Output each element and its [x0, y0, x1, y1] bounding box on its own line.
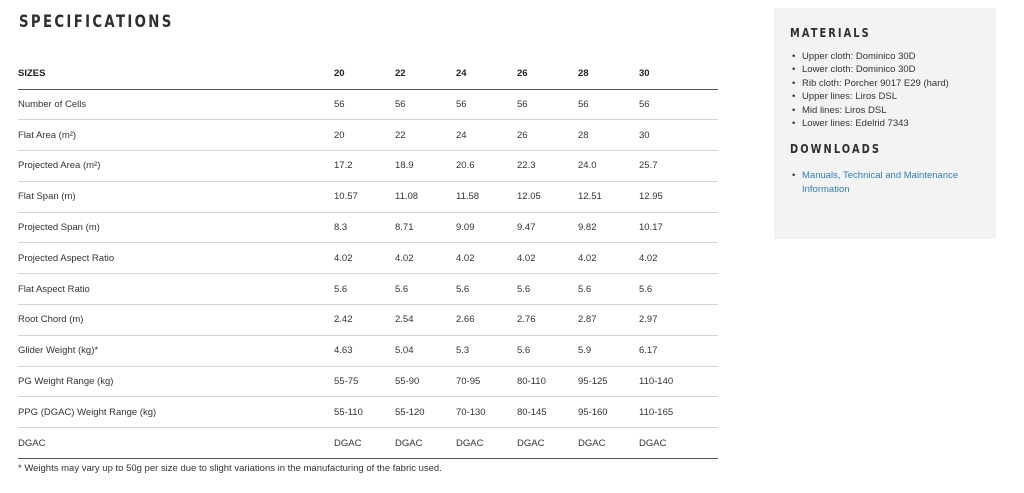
header-cell: 28 — [578, 58, 639, 89]
header-cell: 20 — [334, 58, 395, 89]
value-cell: 4.02 — [395, 243, 456, 274]
downloads-heading: DOWNLOADS — [790, 142, 881, 157]
table-row — [18, 428, 718, 459]
value-cell: 2.87 — [578, 305, 639, 336]
row-label-cell: Glider Weight (kg)* — [18, 335, 334, 366]
value-cell: 4.63 — [334, 335, 395, 366]
materials-list — [790, 50, 980, 130]
value-cell: 10.17 — [639, 212, 718, 243]
row-label-cell: Number of Cells — [18, 89, 334, 120]
table-row — [18, 335, 718, 366]
value-cell: 80-145 — [517, 397, 578, 428]
row-label-cell: Projected Area (m²) — [18, 151, 334, 182]
value-cell: 12.95 — [639, 181, 718, 212]
value-cell: 8.71 — [395, 212, 456, 243]
materials-item: • Mid lines: Liros DSL — [790, 104, 980, 117]
value-cell: 95-125 — [578, 366, 639, 397]
value-cell: 22.3 — [517, 151, 578, 182]
table-row — [18, 151, 718, 182]
table-row — [18, 243, 718, 274]
materials-item: • Lower lines: Edelrid 7343 — [790, 117, 980, 130]
value-cell: 110-140 — [639, 366, 718, 397]
row-label-cell: PG Weight Range (kg) — [18, 366, 334, 397]
value-cell: 12.51 — [578, 181, 639, 212]
value-cell: 11.08 — [395, 181, 456, 212]
value-cell: 4.02 — [578, 243, 639, 274]
value-cell: 5.6 — [639, 274, 718, 305]
header-cell: 26 — [517, 58, 578, 89]
row-label-cell: Projected Aspect Ratio — [18, 243, 334, 274]
value-cell: 56 — [639, 89, 718, 120]
value-cell: 12.05 — [517, 181, 578, 212]
value-cell: 56 — [578, 89, 639, 120]
materials-heading: MATERIALS — [790, 26, 871, 40]
value-cell: 56 — [517, 89, 578, 120]
value-cell: DGAC — [334, 428, 395, 459]
table-row — [18, 366, 718, 397]
value-cell: 2.42 — [334, 305, 395, 336]
value-cell: 70-95 — [456, 366, 517, 397]
row-label-cell: Flat Area (m²) — [18, 120, 334, 151]
table-row — [18, 120, 718, 151]
header-cell: 24 — [456, 58, 517, 89]
value-cell: 56 — [456, 89, 517, 120]
page-title: SPECIFICATIONS — [19, 12, 174, 32]
value-cell: DGAC — [517, 428, 578, 459]
downloads-item — [790, 169, 980, 196]
value-cell: 18.9 — [395, 151, 456, 182]
table-row — [18, 274, 718, 305]
value-cell: 56 — [334, 89, 395, 120]
value-cell: 17.2 — [334, 151, 395, 182]
row-label-cell: DGAC — [18, 428, 334, 459]
footnote: * Weights may vary up to 50g per size due to slight variations in the manufacturing of the fabric used. — [18, 463, 442, 474]
value-cell: 4.02 — [334, 243, 395, 274]
table-body — [18, 89, 718, 459]
header-cell: 30 — [639, 58, 718, 89]
materials-item: • Upper cloth: Dominico 30D — [790, 50, 980, 63]
value-cell: 4.02 — [456, 243, 517, 274]
value-cell: 5.6 — [395, 274, 456, 305]
value-cell: 30 — [639, 120, 718, 151]
value-cell: 5.6 — [517, 335, 578, 366]
value-cell: 5.6 — [517, 274, 578, 305]
value-cell: 24 — [456, 120, 517, 151]
value-cell: 25.7 — [639, 151, 718, 182]
table-header-row — [18, 58, 718, 89]
value-cell: 2.66 — [456, 305, 517, 336]
value-cell: 22 — [395, 120, 456, 151]
row-label-cell: Flat Aspect Ratio — [18, 274, 334, 305]
value-cell: DGAC — [639, 428, 718, 459]
materials-item: • Lower cloth: Dominico 30D — [790, 63, 980, 76]
value-cell: 5.9 — [578, 335, 639, 366]
value-cell: 55-120 — [395, 397, 456, 428]
value-cell: 24.0 — [578, 151, 639, 182]
value-cell: 9.82 — [578, 212, 639, 243]
manuals-download-link[interactable]: Manuals, Technical and Maintenance Information — [802, 170, 959, 195]
value-cell: 110-165 — [639, 397, 718, 428]
materials-item: • Upper lines: Liros DSL — [790, 90, 980, 103]
value-cell: 95-160 — [578, 397, 639, 428]
value-cell: 2.97 — [639, 305, 718, 336]
row-label-cell: Flat Span (m) — [18, 181, 334, 212]
value-cell: 6.17 — [639, 335, 718, 366]
value-cell: DGAC — [578, 428, 639, 459]
value-cell: 56 — [395, 89, 456, 120]
value-cell: 20.6 — [456, 151, 517, 182]
value-cell: 5.04 — [395, 335, 456, 366]
row-label-cell: Root Chord (m) — [18, 305, 334, 336]
table-row — [18, 305, 718, 336]
header-cell: 22 — [395, 58, 456, 89]
row-label-cell: Projected Span (m) — [18, 212, 334, 243]
row-label-cell: PPG (DGAC) Weight Range (kg) — [18, 397, 334, 428]
value-cell: 11.58 — [456, 181, 517, 212]
value-cell: 9.09 — [456, 212, 517, 243]
value-cell: 70-130 — [456, 397, 517, 428]
value-cell: 10.57 — [334, 181, 395, 212]
value-cell: 55-110 — [334, 397, 395, 428]
value-cell: 55-75 — [334, 366, 395, 397]
value-cell: DGAC — [395, 428, 456, 459]
table-row — [18, 397, 718, 428]
value-cell: 5.3 — [456, 335, 517, 366]
value-cell: 28 — [578, 120, 639, 151]
value-cell: DGAC — [456, 428, 517, 459]
specifications-table — [18, 58, 718, 459]
materials-item: • Rib cloth: Porcher 9017 E29 (hard) — [790, 77, 980, 90]
table-row — [18, 89, 718, 120]
value-cell: 5.6 — [334, 274, 395, 305]
table-row — [18, 212, 718, 243]
value-cell: 4.02 — [639, 243, 718, 274]
value-cell: 5.6 — [578, 274, 639, 305]
value-cell: 5.6 — [456, 274, 517, 305]
value-cell: 80-110 — [517, 366, 578, 397]
value-cell: 8.3 — [334, 212, 395, 243]
value-cell: 9.47 — [517, 212, 578, 243]
value-cell: 4.02 — [517, 243, 578, 274]
value-cell: 55-90 — [395, 366, 456, 397]
value-cell: 2.76 — [517, 305, 578, 336]
downloads-list — [790, 169, 980, 196]
table-row — [18, 181, 718, 212]
header-cell: SIZES — [18, 58, 334, 89]
sidebar-panel — [774, 8, 996, 239]
value-cell: 20 — [334, 120, 395, 151]
value-cell: 26 — [517, 120, 578, 151]
value-cell: 2.54 — [395, 305, 456, 336]
